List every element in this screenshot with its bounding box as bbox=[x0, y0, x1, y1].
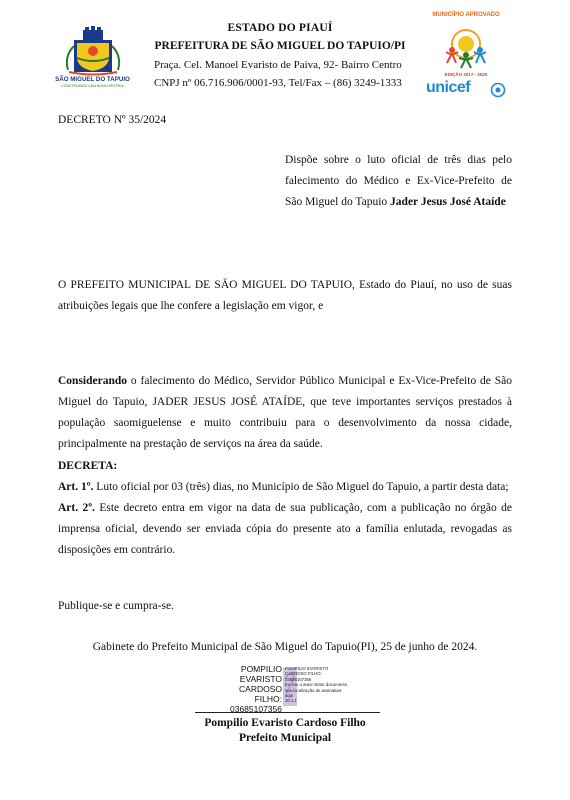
state-name: ESTADO DO PIAUÍ bbox=[227, 22, 333, 34]
digital-signature-name bbox=[212, 664, 282, 714]
article-2-text: Este decreto entra em vigor na data de sua publicação, com a publicação no órgão de imprensa oficial, devendo ser enviada cópia do presente ato a família enlutada, revogadas as disposições em contrário. bbox=[58, 502, 513, 556]
children-figures-icon bbox=[438, 22, 494, 72]
considering-text: o falecimento do Médico, Servidor Público Municipal e Ex-Vice-Prefeito de São Miguel do Tapuio, JADER JESUS JOSÉ ATAÍDE, que teve importantes serviços prestados à população saomiguelense e muito contribuiu para o desenvolvimento da nossa cidade, principalmente na prestação de serviços na área da saúde. bbox=[58, 375, 512, 450]
digital-signature-stamp bbox=[283, 664, 353, 710]
seal-brand-name: SÃO MIGUEL DO TAPUIO bbox=[55, 76, 130, 83]
article-1-text: Luto oficial por 03 (três) dias, no Município de São Miguel do Tapuio, a partir desta data; bbox=[93, 481, 509, 493]
article-1 bbox=[58, 477, 512, 498]
stamp-line: CARDOSO FILHO: bbox=[285, 671, 322, 677]
address-line: Praça. Cel. Manoel Evaristo de Paiva, 92- Bairro Centro bbox=[154, 59, 402, 71]
sig-line-2: EVARISTO bbox=[239, 674, 282, 684]
sig-line-1: POMPILIO bbox=[240, 664, 282, 674]
seal-brand-subtitle: CONSTRUINDO UMA NOVA HISTÓRIA bbox=[61, 84, 124, 88]
unicef-wordmark: unicef bbox=[426, 79, 471, 96]
unicef-globe-icon bbox=[490, 82, 506, 98]
signature-line bbox=[195, 712, 380, 713]
stamp-line: 10:1 1 bbox=[285, 698, 297, 704]
signatory bbox=[130, 716, 440, 746]
considering-label: Considerando bbox=[58, 375, 128, 387]
contact-line: CNPJ nº 06.716.906/0001-93, Tel/Fax – (86) 3249-1333 bbox=[154, 77, 402, 89]
stamp-line: Eu sou o autor deste documento bbox=[285, 682, 348, 688]
stamp-line: sua localização de assinatura bbox=[285, 687, 342, 693]
edition-text: EDIÇÃO 2017 - 2020 bbox=[444, 72, 488, 77]
municipal-seal-icon bbox=[55, 24, 130, 76]
letterhead bbox=[130, 22, 430, 89]
prefecture-name: PREFEITURA DE SÃO MIGUEL DO TAPUIO/PI bbox=[154, 40, 406, 52]
sig-line-4: 03685107356 bbox=[229, 704, 282, 714]
article-2 bbox=[58, 498, 512, 561]
place-and-date: Gabinete do Prefeito Municipal de São Miguel do Tapuio(PI), 25 de junho de 2024. bbox=[92, 641, 478, 653]
signatory-title: Prefeito Municipal bbox=[238, 732, 332, 744]
stamp-line: POMPILIO EVARISTO bbox=[285, 666, 329, 671]
decrees-label: DECRETA: bbox=[58, 460, 118, 472]
summary-text: Dispõe sobre o luto oficial de três dias pelo falecimento do Médico e Ex-Vice-Prefeito de São Miguel do Tapuio bbox=[285, 154, 512, 208]
unicef-approved-logo bbox=[424, 12, 508, 100]
article-2-label: Art. 2º. bbox=[58, 502, 95, 514]
approved-arc-text: MUNICÍPIO APROVADO bbox=[432, 12, 500, 18]
preamble-paragraph: O PREFEITO MUNICIPAL DE SÃO MIGUEL DO TAPUIO, Estado do Piauí, no uso de suas atribuições legais que lhe confere a legislação em vigor, e bbox=[58, 279, 512, 312]
municipal-seal-logo bbox=[55, 24, 130, 94]
articles-block bbox=[58, 456, 512, 561]
decree-number: DECRETO Nº 35/2024 bbox=[58, 114, 167, 126]
considering-paragraph bbox=[58, 371, 512, 455]
decrees-heading bbox=[58, 456, 512, 477]
summary-honoree: Jader Jesus José Ataíde bbox=[390, 196, 506, 208]
sig-line-3: CARDOSO FILHO: bbox=[239, 684, 282, 704]
decree-summary bbox=[285, 150, 512, 213]
stamp-text bbox=[285, 666, 353, 704]
stamp-line: 03685107356 bbox=[285, 676, 312, 682]
closing-line: Publique-se e cumpra-se. bbox=[58, 600, 174, 612]
signatory-name: Pompilio Evaristo Cardoso Filho bbox=[204, 717, 366, 729]
stamp-line: aqui bbox=[285, 693, 294, 699]
article-1-label: Art. 1º. bbox=[58, 481, 94, 493]
